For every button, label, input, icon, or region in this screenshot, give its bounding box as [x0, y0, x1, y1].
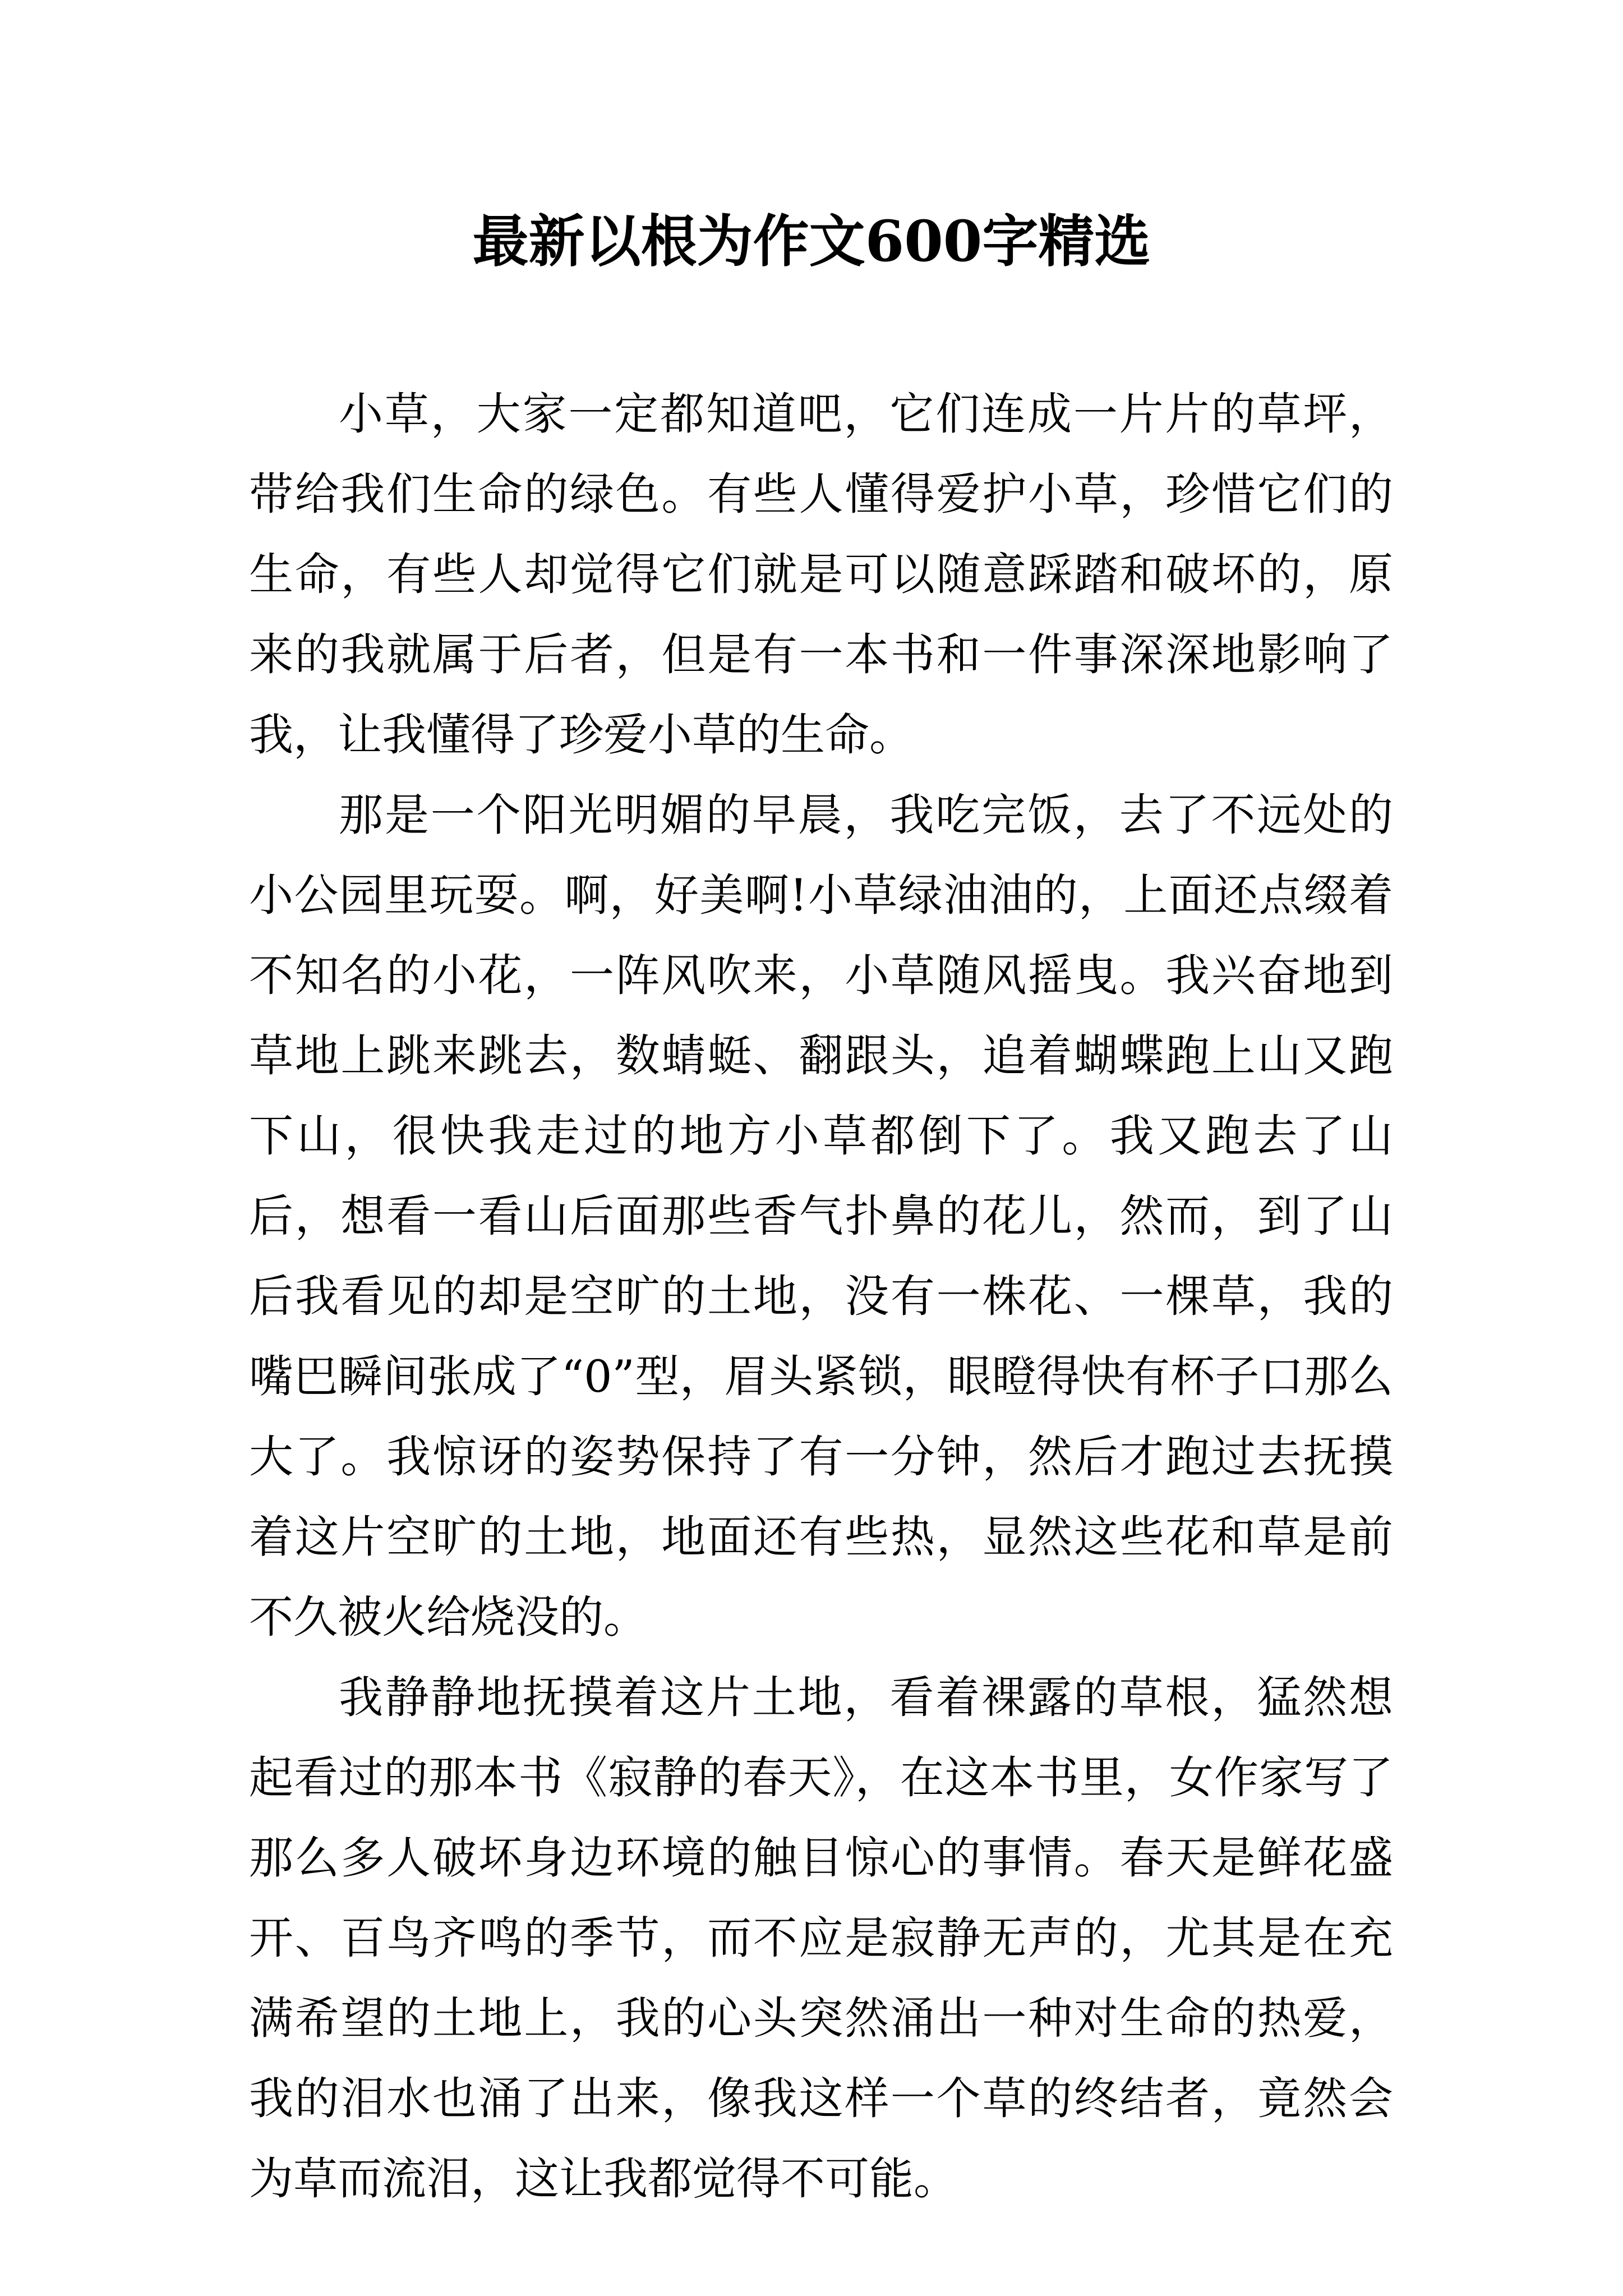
paragraph-3: 我静静地抚摸着这片土地，看着裸露的草根，猛然想起看过的那本书《寂静的春天》，在这本书里，女作家写了那么多人破坏身边环境的触目惊心的事情。春天是鲜花盛开、百鸟齐鸣的季节，而不应是寂静无声的，尤其是在充满希望的土地上，我的心头突然涌出一种对生命的热爱，我的泪水也涌了出来，像我这样一个草的终结者，竟然会为草而流泪，这让我都觉得不可能。	[249, 1672, 1393, 2205]
document-body	[249, 374, 1393, 2219]
paragraph-1: 小草，大家一定都知道吧，它们连成一片片的草坪，带给我们生命的绿色。有些人懂得爱护小草，珍惜它们的生命，有些人却觉得它们就是可以随意踩踏和破坏的，原来的我就属于后者，但是有一本书和一件事深深地影响了我，让我懂得了珍爱小草的生命。	[249, 388, 1393, 761]
document-title: 最新以根为作文600字精选	[472, 208, 1151, 274]
paragraph-2: 那是一个阳光明媚的早晨，我吃完饭，去了不远处的小公园里玩耍。啊，好美啊!小草绿油油的，上面还点缀着不知名的小花，一阵风吹来，小草随风摇曳。我兴奋地到草地上跳来跳去，数蜻蜓、翻跟头，追着蝴蝶跑上山又跑下山，很快我走过的地方小草都倒下了。我又跑去了山后，想看一看山后面那些香气扑鼻的花儿，然而，到了山后我看见的却是空旷的土地，没有一株花、一棵草，我的嘴巴瞬间张成了“0”型，眉头紧锁，眼瞪得快有杯子口那么大了。我惊讶的姿势保持了有一分钟，然后才跑过去抚摸着这片空旷的土地，地面还有些热，显然这些花和草是前不久被火给烧没的。	[249, 789, 1393, 1643]
